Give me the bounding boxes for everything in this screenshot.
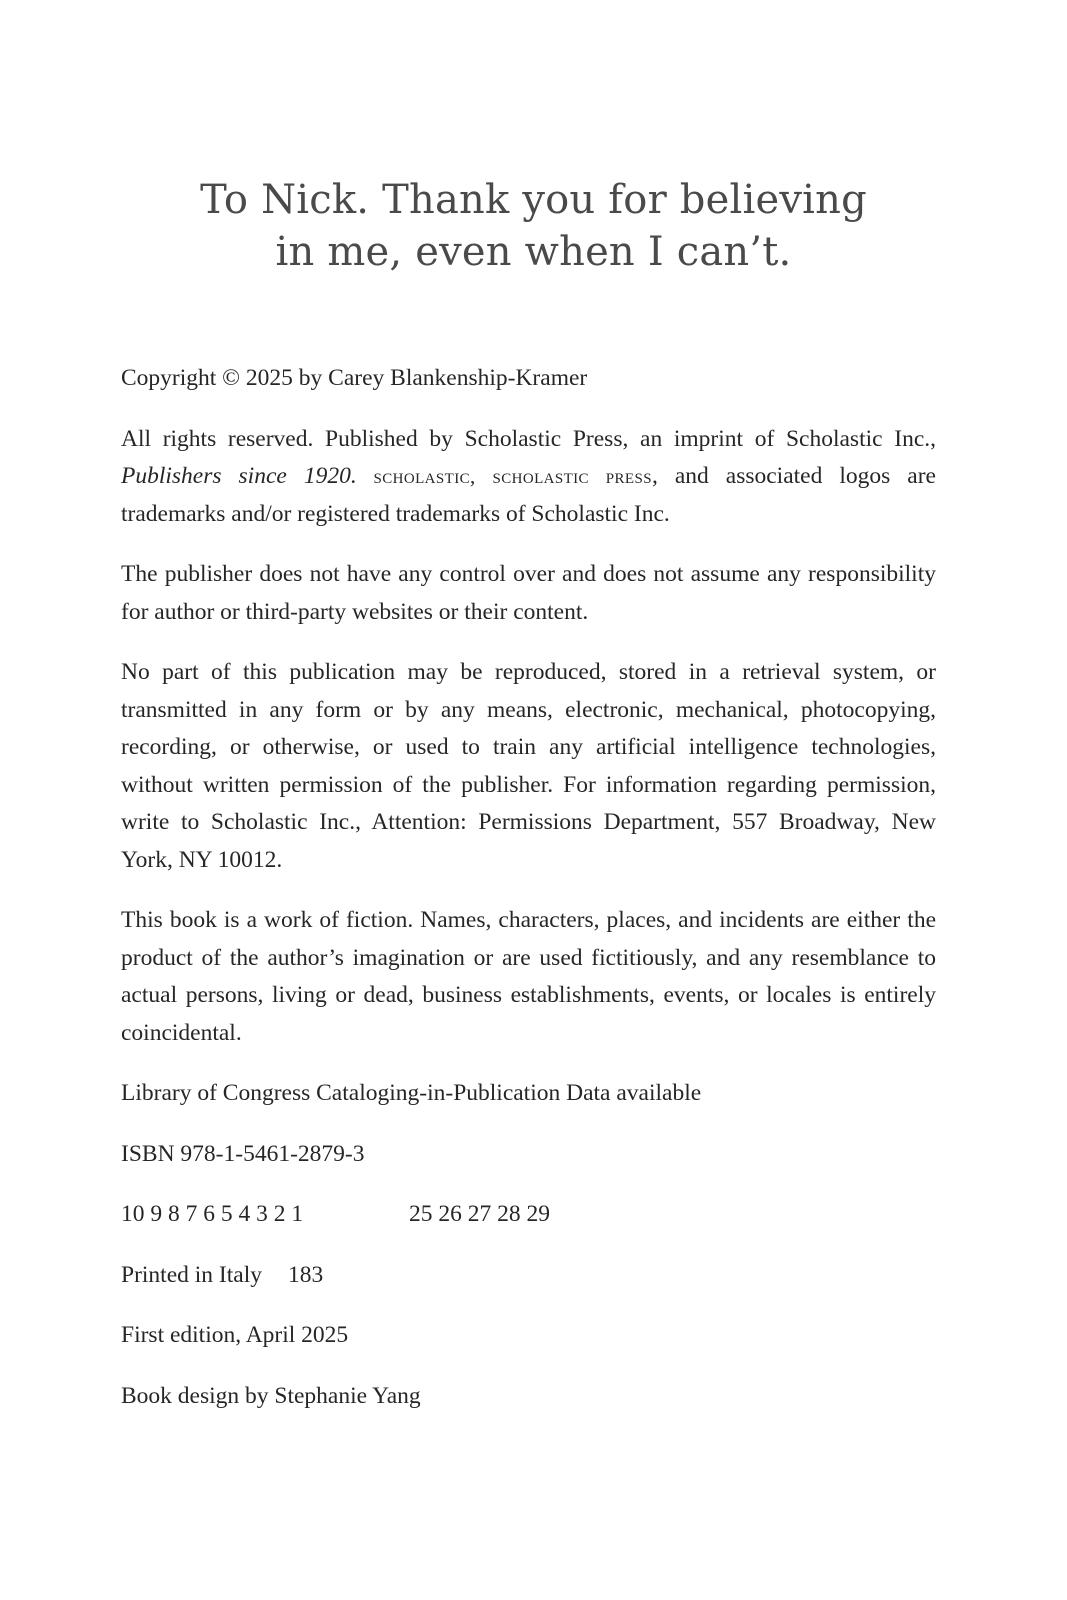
copyright-line: Copyright © 2025 by Carey Blankenship-Kramer [121, 365, 588, 391]
cip-line: Library of Congress Cataloging-in-Publication Data available [121, 1080, 702, 1106]
printed-in-line [121, 1257, 936, 1295]
dedication [120, 174, 947, 278]
publisher-disclaimer: The publisher does not have any control over and does not assume any responsibility for author or third-party websites or their content. [121, 561, 936, 625]
dedication-line-2: in me, even when I can’t. [275, 229, 792, 275]
print-years: 25 26 27 28 29 [409, 1201, 550, 1227]
reproduction-paragraph: No part of this publication may be reproduced, stored in a retrieval system, or transmitted in any form or by any means, electronic, mechanical, photocopying, recording, or otherwise, or used to train any artificial intelligence technologies, without written permission of the publisher. For information regarding permission, write to Scholastic Inc., Attention: Permissions Department, 557 Broadway, New York, NY 10012. [121, 659, 936, 873]
design-credit: Book design by Stephanie Yang [121, 1382, 421, 1409]
rights-text-2: , and associated logos are trademarks and/or registered trademarks of Scholastic Inc. [121, 463, 936, 527]
fiction-paragraph: This book is a work of fiction. Names, characters, places, and incidents are either the product of the author’s imagination or are used fictitiously, and any resemblance to actual persons, living or dead, business establishments, events, or locales is entirely coincidental. [121, 907, 936, 1046]
isbn-line: ISBN 978-1-5461-2879-3 [121, 1140, 365, 1167]
copyright-block [121, 360, 936, 1438]
rights-text-1: All rights reserved. Published by Scholastic Press, an imprint of Scholastic Inc., [121, 425, 936, 452]
rights-smallcaps: scholastic, scholastic press [356, 464, 652, 488]
dedication-line-1: To Nick. Thank you for believing [200, 177, 867, 223]
printed-in: Printed in Italy [121, 1261, 262, 1288]
rights-paragraph [121, 421, 936, 534]
printing-line [121, 1196, 936, 1234]
edition-line: First edition, April 2025 [121, 1322, 349, 1348]
print-numbers: 10 9 8 7 6 5 4 3 2 1 [121, 1201, 304, 1227]
printed-code: 183 [287, 1261, 324, 1288]
rights-italic: Publishers since 1920. [121, 463, 357, 489]
